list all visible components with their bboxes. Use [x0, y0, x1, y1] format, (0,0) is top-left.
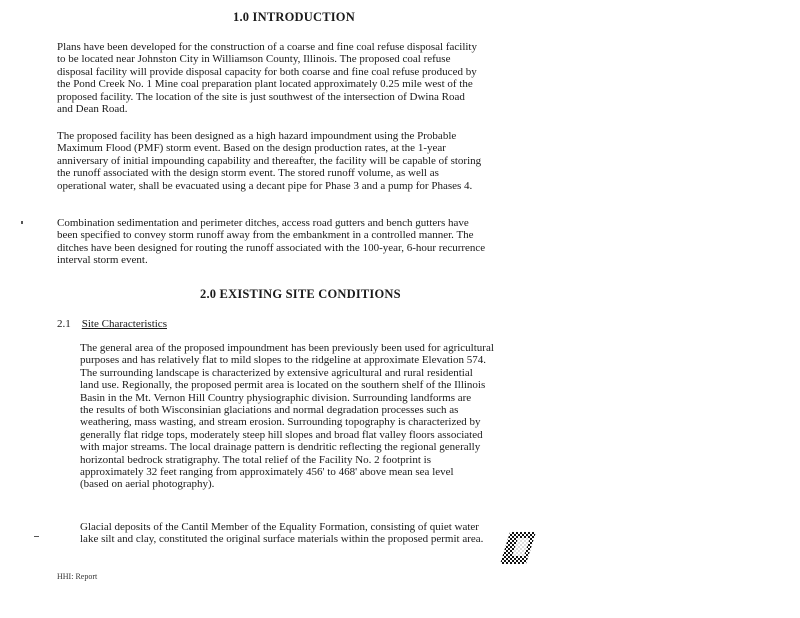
text-line: interval storm event.: [57, 254, 148, 267]
text-line: The general area of the proposed impoundment has been previously been used for agricultural: [80, 342, 494, 354]
text-line: the Pond Creek No. 1 Mine coal preparation plant located approximately 0.25 mile west of the: [57, 78, 473, 91]
text-line: Glacial deposits of the Cantil Member of the Equality Formation, consisting of quiet water: [80, 521, 479, 533]
checkered-stamp-icon: [498, 530, 538, 566]
text-line: the results of both Wisconsinian glaciations and normal degradation processes such as: [80, 404, 459, 417]
text-line: horizontal bedrock stratigraphy. The total relief of the Facility No. 2 footprint is: [80, 453, 431, 466]
text-line: to be located near Johnston City in Williamson County, Illinois. The proposed coal refuse: [57, 53, 451, 66]
margin-mark: [21, 221, 23, 224]
text-line: been specified to convey storm runoff away from the embankment in a controlled manner. The: [57, 229, 474, 242]
text-line: the runoff associated with the design storm event. The stored runoff volume, as well as: [57, 167, 439, 180]
section-heading-introduction: 1.0 INTRODUCTION: [233, 10, 355, 24]
text-line: disposal facility will provide disposal capacity for both coarse and fine coal refuse produced by: [57, 65, 477, 78]
paragraph-intro-2: [57, 130, 481, 192]
text-line: generally flat ridge tops, moderately steep hill slopes and broad flat valley floors associated: [80, 428, 483, 441]
paragraph-site-1: [80, 342, 494, 491]
page-footer: HHI: Report: [57, 572, 98, 581]
paragraph-site-2: [80, 521, 483, 546]
text-line: weathering, mass wasting, and stream erosion. Surrounding topography is characterized by: [80, 416, 481, 429]
text-line: operational water, shall be evacuated using a decant pipe for Phase 3 and a pump for Phases 4.: [57, 179, 473, 192]
text-line: anniversary of initial impounding capability and thereafter, the facility will be capable of storing: [57, 154, 482, 167]
text-line: proposed facility. The location of the site is just southwest of the intersection of Dwina Road: [57, 90, 465, 103]
text-line: Maximum Flood (PMF) storm event. Based on the design production rates, at the 1-year: [57, 142, 446, 155]
section-heading-existing-site-conditions: 2.0 EXISTING SITE CONDITIONS: [200, 287, 401, 301]
text-line: with major streams. The local drainage pattern is dendritic reflecting the regional generally: [80, 441, 481, 454]
text-line: Plans have been developed for the construction of a coarse and fine coal refuse disposal facility: [57, 41, 477, 53]
margin-mark: [34, 536, 39, 537]
text-line: approximately 32 feet ranging from approximately 456' to 468' above mean sea level: [80, 466, 454, 479]
subsection-number: 2.1: [57, 318, 71, 330]
text-line: (based on aerial photography).: [80, 478, 215, 491]
text-line: purposes and has relatively flat to mild slopes to the ridgeline at approximate Elevation 574.: [80, 354, 486, 367]
text-line: The proposed facility has been designed as a high hazard impoundment using the Probable: [57, 130, 457, 142]
text-line: Basin in the Mt. Vernon Hill Country physiographic division. Surrounding landforms are: [80, 391, 472, 404]
text-line: lake silt and clay, constituted the original surface materials within the proposed permit area.: [80, 533, 484, 546]
text-line: land use. Regionally, the proposed permit area is located on the southern shelf of the Illinois: [80, 379, 486, 392]
subsection-heading: [57, 318, 167, 330]
text-line: The surrounding landscape is characterized by extensive agricultural and rural residential: [80, 366, 473, 379]
text-line: ditches have been designed for routing the runoff associated with the 100-year, 6-hour recurrence: [57, 241, 486, 254]
paragraph-intro-1: [57, 41, 477, 115]
subsection-title: Site Characteristics: [81, 318, 167, 330]
paragraph-intro-3: [57, 217, 485, 267]
text-line: and Dean Road.: [57, 103, 128, 116]
text-line: Combination sedimentation and perimeter ditches, access road gutters and bench gutters have: [57, 217, 469, 229]
